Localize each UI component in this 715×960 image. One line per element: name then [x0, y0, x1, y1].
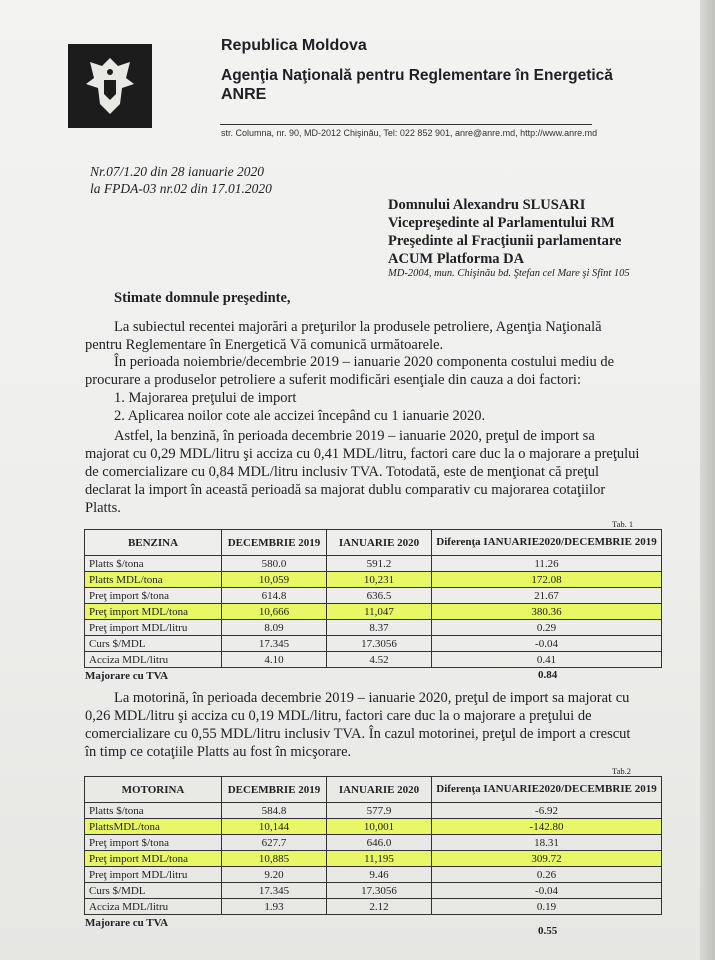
table-row: Preţ import MDL/tona 10,666 11,047 380.36	[85, 604, 662, 620]
list-item-2: 2. Aplicarea noilor cote ale accizei începând cu 1 ianuarie 2020.	[114, 408, 486, 424]
table-1-header-january: IANUARIE 2020	[327, 530, 432, 556]
recipient-title-2: Preşedinte al Fracţiunii parlamentare	[388, 233, 622, 249]
paragraph-1-line-1: La subiectul recentei majorări a preţurilor la produsele petroliere, Agenţia Naţională	[114, 319, 602, 335]
paragraph-3-line-5: Platts.	[85, 500, 121, 516]
table-row: Preţ import $/tona 627.7 646.0 18.31	[85, 835, 662, 851]
paper-edge	[700, 0, 715, 960]
paragraph-4-line-4: în timp ce cotaţiile Platts au fost în micşorare.	[85, 744, 352, 760]
table-2-header-product: MOTORINA	[85, 777, 222, 803]
list-item-1: 1. Majorarea preţului de import	[114, 390, 297, 406]
table-row: Acciza MDL/litru 4.10 4.52 0.41	[85, 652, 662, 668]
header-divider	[220, 124, 592, 125]
table-row: Platts $/tona 580.0 591.2 11.26	[85, 556, 662, 572]
table-1-label: Tab. 1	[612, 519, 634, 529]
country-title: Republica Moldova	[221, 37, 367, 54]
paragraph-4-line-1: La motorină, în perioada decembrie 2019 – ianuarie 2020, preţul de import sa majorat cu	[114, 690, 630, 706]
table-2-label: Tab.2	[612, 766, 631, 776]
paragraph-1-line-2: pentru Reglementare în Energetică Vă comunică următoarele.	[85, 337, 444, 353]
gasoline-price-table	[84, 529, 662, 668]
table-2-header-december: DECEMBRIE 2019	[222, 777, 327, 803]
table-2-header-january: IANUARIE 2020	[327, 777, 432, 803]
table-row: Platts $/tona 584.8 577.9 -6.92	[85, 803, 662, 819]
agency-acronym: ANRE	[221, 86, 267, 103]
diesel-price-table	[84, 776, 662, 915]
reference-related: la FPDA-03 nr.02 din 17.01.2020	[90, 181, 272, 196]
recipient-address: MD-2004, mun. Chişinău bd. Ştefan cel Mare şi Sfînt 105	[388, 268, 630, 279]
paragraph-2-line-2: procurare a produselor petroliere a suferit modificări esenţiale din cauza a doi factori:	[85, 372, 581, 388]
table-1-header-december: DECEMBRIE 2019	[222, 530, 327, 556]
table-1-header-difference: Diferenţa IANUARIE2020/DECEMBRIE 2019	[432, 530, 662, 556]
salutation: Stimate domnule preşedinte,	[114, 290, 291, 306]
table-row: Preţ import MDL/litru 8.09 8.37 0.29	[85, 620, 662, 636]
table-row: PlattsMDL/tona 10,144 10,001 -142.80	[85, 819, 662, 835]
table-row: Acciza MDL/litru 1.93 2.12 0.19	[85, 899, 662, 915]
recipient-title-1: Vicepreşedinte al Parlamentului RM	[388, 215, 615, 231]
reference-number: Nr.07/1.20 din 28 ianuarie 2020	[90, 164, 265, 179]
table-row: Curs $/MDL 17.345 17.3056 -0.04	[85, 883, 662, 899]
table-1-header-product: BENZINA	[85, 530, 222, 556]
paragraph-3-line-2: majorat cu 0,29 MDL/litru şi acciza cu 0,41 MDL/litru, factori care duc la o majorare a preţului	[85, 446, 640, 462]
paragraph-4-line-3: comercializare cu 0,55 MDL/litru inclusiv TVA. În cazul motorinei, preţul de import a crescut	[85, 726, 631, 742]
paragraph-3-line-3: de comercializare cu 0,84 MDL/litru inclusiv TVA. Totodată, este de menţionat că preţul	[85, 464, 599, 480]
table-2-total-value: 0.55	[538, 925, 558, 937]
recipient-name: Domnului Alexandru SLUSARI	[388, 197, 586, 213]
recipient-title-3: ACUM Platforma DA	[388, 251, 525, 267]
table-1-total-label: Majorare cu TVA	[85, 670, 169, 682]
table-2-header-difference: Diferenţa IANUARIE2020/DECEMBRIE 2019	[432, 777, 662, 803]
table-row: Preţ import $/tona 614.8 636.5 21.67	[85, 588, 662, 604]
table-row: Preţ import MDL/tona 10,885 11,195 309.72	[85, 851, 662, 867]
table-2-total-label: Majorare cu TVA	[85, 917, 169, 929]
paragraph-3-line-4: declarat la import în această perioadă sa majorat dublu comparativ cu majorarea cotaţiilor	[85, 482, 606, 498]
paragraph-4-line-2: 0,26 MDL/litru şi acciza cu 0,19 MDL/litru, factori care duc la o majorare a preţului de	[85, 708, 592, 724]
paragraph-3-line-1: Astfel, la benzină, în perioada decembrie 2019 – ianuarie 2020, preţul de import sa	[114, 428, 595, 444]
table-row: Curs $/MDL 17.345 17.3056 -0.04	[85, 636, 662, 652]
agency-name: Agenţia Naţională pentru Reglementare în Energetică	[221, 67, 613, 84]
paragraph-2-line-1: În perioada noiembrie/decembrie 2019 – ianuarie 2020 componenta costului mediu de	[114, 354, 615, 370]
table-1-total-value: 0.84	[538, 669, 558, 681]
coat-of-arms-icon	[68, 44, 152, 128]
table-row: Platts MDL/tona 10,059 10,231 172.08	[85, 572, 662, 588]
agency-address: str. Columna, nr. 90, MD-2012 Chişinău, Tel: 022 852 901, anre@anre.md, http://www.anre.md	[221, 128, 598, 138]
table-row: Preţ import MDL/litru 9.20 9.46 0.26	[85, 867, 662, 883]
